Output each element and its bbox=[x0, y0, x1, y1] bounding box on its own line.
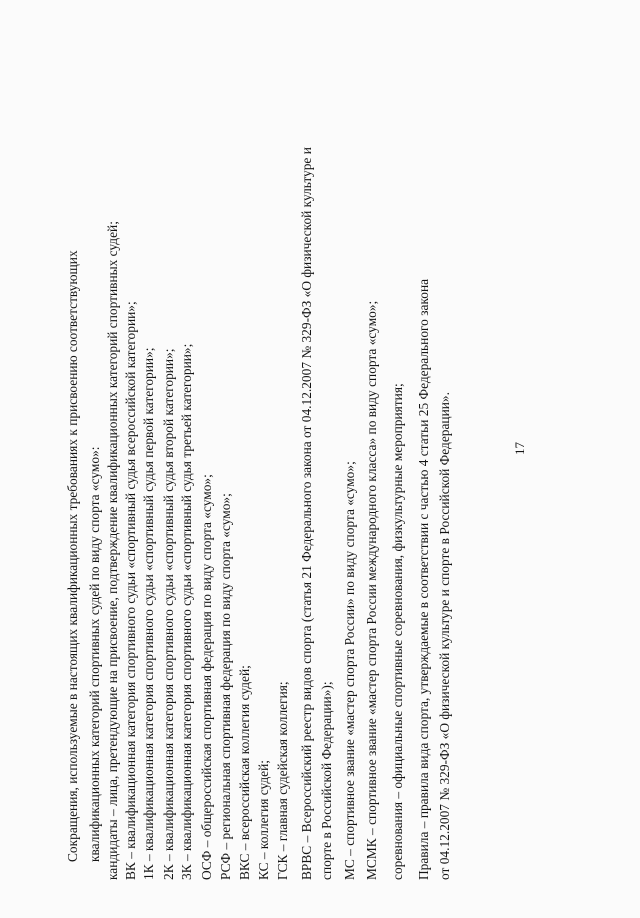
text-line: соревнования – официальные спортивные соревнования, физкультурные мероприятия; bbox=[390, 383, 405, 880]
text-line: ВРВС – Всероссийский реестр видов спорта (статья 21 Федерального закона от 04.12.2007 № 329-ФЗ «О физической культуре и bbox=[299, 147, 314, 880]
text-line: Правила – правила вида спорта, утверждаемые в соответствии с частью 4 статьи 25 Федерального закона bbox=[416, 278, 431, 880]
text-line: ВКС – всероссийская коллегия судей; bbox=[237, 665, 252, 880]
text-line: РСФ – региональная спортивная федерация по виду спорта «сумо»; bbox=[218, 493, 233, 880]
text-line: ВК – квалификационная категория спортивного судьи «спортивный судья всероссийской категории»; bbox=[123, 301, 138, 880]
text-line: 1К – квалификационная категория спортивного судьи «спортивный судья первой категории»; bbox=[141, 347, 156, 880]
text-line: МС – спортивное звание «мастер спорта России» по виду спорта «сумо»; bbox=[342, 461, 357, 880]
text-line: Сокращения, используемые в настоящих квалификационных требованиях к присвоению соответствующих bbox=[65, 250, 80, 862]
text-line: квалификационных категорий спортивных судей по виду спорта «сумо»: bbox=[87, 446, 102, 862]
text-line: 2К – квалификационная категория спортивного судьи «спортивный судья второй категории»; bbox=[161, 348, 176, 880]
text-line: ГСК – главная судейская коллегия; bbox=[275, 681, 290, 880]
text-line: от 04.12.2007 № 329-ФЗ «О физической культуре и спорте в Российской Федерации». bbox=[437, 392, 452, 880]
text-line: кандидаты – лица, претендующие на присвоение, подтверждение квалификационных категорий спортивных судей; bbox=[105, 221, 120, 880]
text-line: МСМК – спортивное звание «мастер спорта России международного класса» по виду спорта «сумо»; bbox=[364, 300, 379, 880]
page-number: 17 bbox=[512, 442, 527, 455]
text-line: спорте в Российской Федерации»); bbox=[319, 681, 334, 880]
text-line: ОСФ – общероссийская спортивная федерация по виду спорта «сумо»; bbox=[199, 474, 214, 880]
text-line: 3К – квалификационная категория спортивного судьи «спортивный судья третьей категории»; bbox=[179, 343, 194, 880]
text-line: КС – коллегия судей; bbox=[256, 760, 271, 880]
